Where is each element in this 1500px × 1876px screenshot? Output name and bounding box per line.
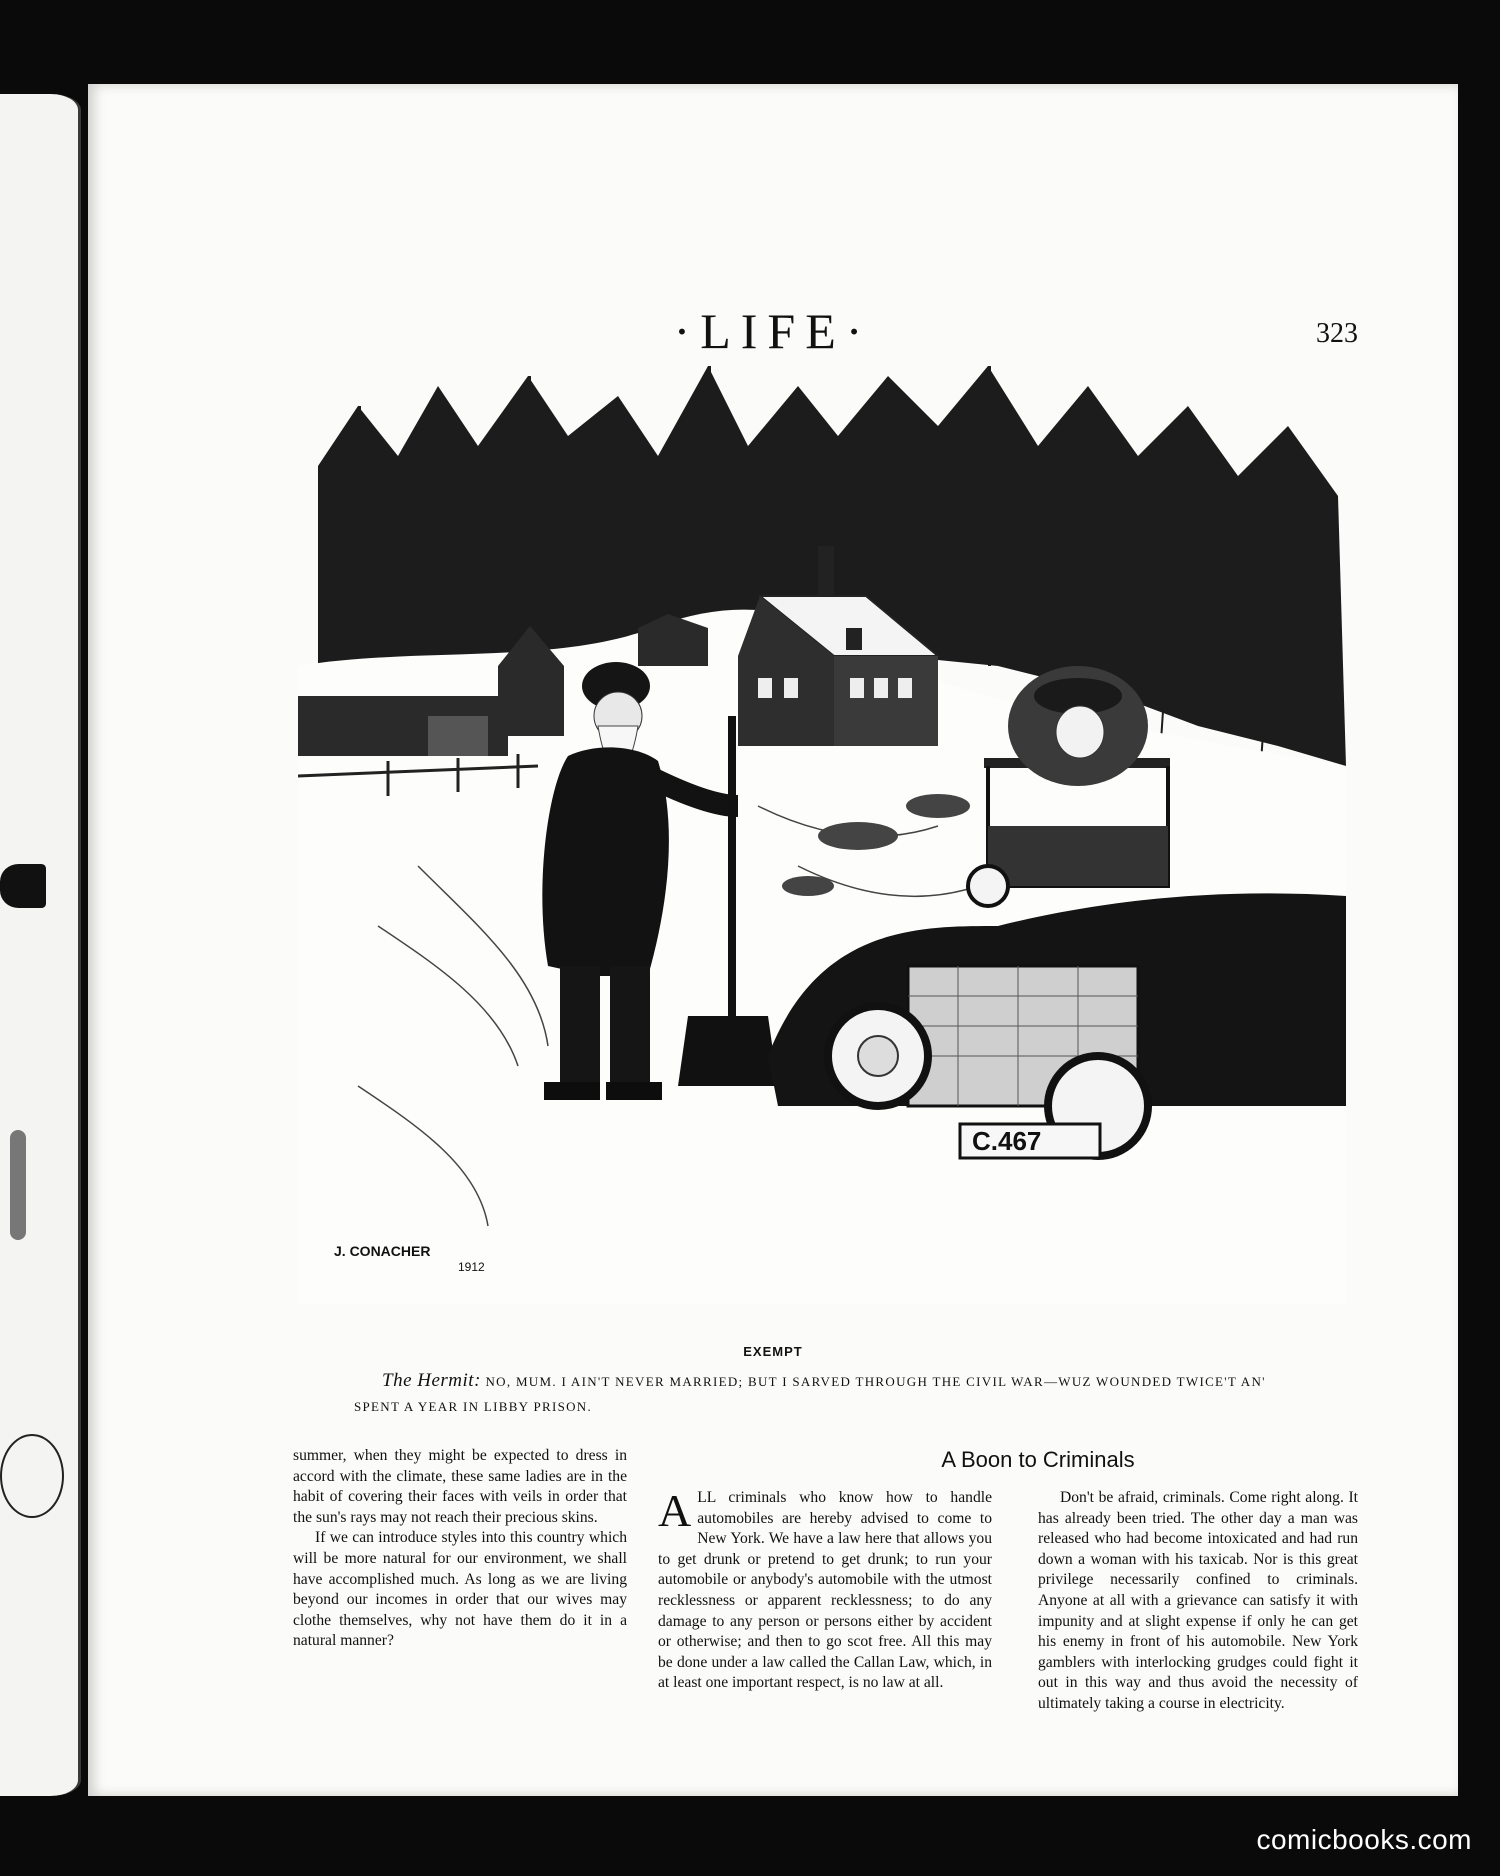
- magazine-page: [88, 84, 1458, 1796]
- article-title: A Boon to Criminals: [941, 1447, 1135, 1472]
- left-paragraph-1: summer, when they might be expected to dress in accord with the climate, these same ladies are in the habit of covering their faces with veils in order that the sun's rays may not reach their precious skins.: [293, 1447, 627, 1526]
- license-plate: C.467: [972, 1126, 1042, 1156]
- cartoon-illustration: [298, 366, 1346, 1304]
- article-column-1: [658, 1485, 992, 1694]
- left-page-ink-mark: [0, 1434, 64, 1518]
- left-column-text: [293, 1446, 627, 1652]
- left-page-ink-mark: [0, 864, 46, 908]
- caption-speaker: The Hermit:: [382, 1370, 481, 1391]
- left-paragraph-2: If we can introduce styles into this country which will be more natural for our environment, we shall have accomplished much. As long as we are living beyond our incomes in order that our wives may clothe themselves, why not have them do it in a natural manner?: [293, 1529, 627, 1650]
- masthead: ·LIFE·: [673, 303, 873, 359]
- article-column-2: [1038, 1488, 1358, 1715]
- page-number: 323: [1316, 318, 1358, 349]
- left-page-edge: [0, 94, 81, 1796]
- article-paragraph-2: Don't be afraid, criminals. Come right along. It has already been tried. The other day a man was released who had become intoxicated and had run down a woman with his taxicab. Nor is this great privilege necessarily confined to criminals. Anyone at all with a grievance can satisfy it with impunity and at slight expense if only he can get his enemy in front of his automobile. New York gamblers with interlocking grudges could fight it out in this way and thus avoid the necessity of ultimately taking a course in electricity.: [1038, 1489, 1358, 1712]
- cartoon-title: EXEMPT: [743, 1344, 803, 1359]
- article-paragraph-1: [658, 1485, 992, 1694]
- signature-year: 1912: [458, 1260, 485, 1274]
- cartoon-drawing: [298, 366, 1346, 1304]
- cartoon-caption: [354, 1368, 1310, 1419]
- watermark: comicbooks.com: [1256, 1824, 1472, 1855]
- article-paragraph-1-text: LL criminals who know how to handle automobiles are hereby advised to come to New York. We have a law here that allows you to get drunk or pretend to get drunk; to run your automobile or anybody's automobile with the utmost recklessness or apparent recklessness; to do any damage to any person or persons either by accident or otherwise; and then to go scot free. All this may be done under a law called the Callan Law, which, in at least one important respect, is no law at all.: [658, 1489, 992, 1692]
- caption-text: NO, MUM. I AIN'T NEVER MARRIED; BUT I SARVED THROUGH THE CIVIL WAR—WUZ WOUNDED TWICE'T AN' SPENT A YEAR IN LIBBY PRISON.: [354, 1374, 1266, 1414]
- artist-signature: J. CONACHER: [334, 1243, 431, 1259]
- dropcap: A: [658, 1485, 692, 1536]
- left-page-ink-mark: [10, 1130, 26, 1240]
